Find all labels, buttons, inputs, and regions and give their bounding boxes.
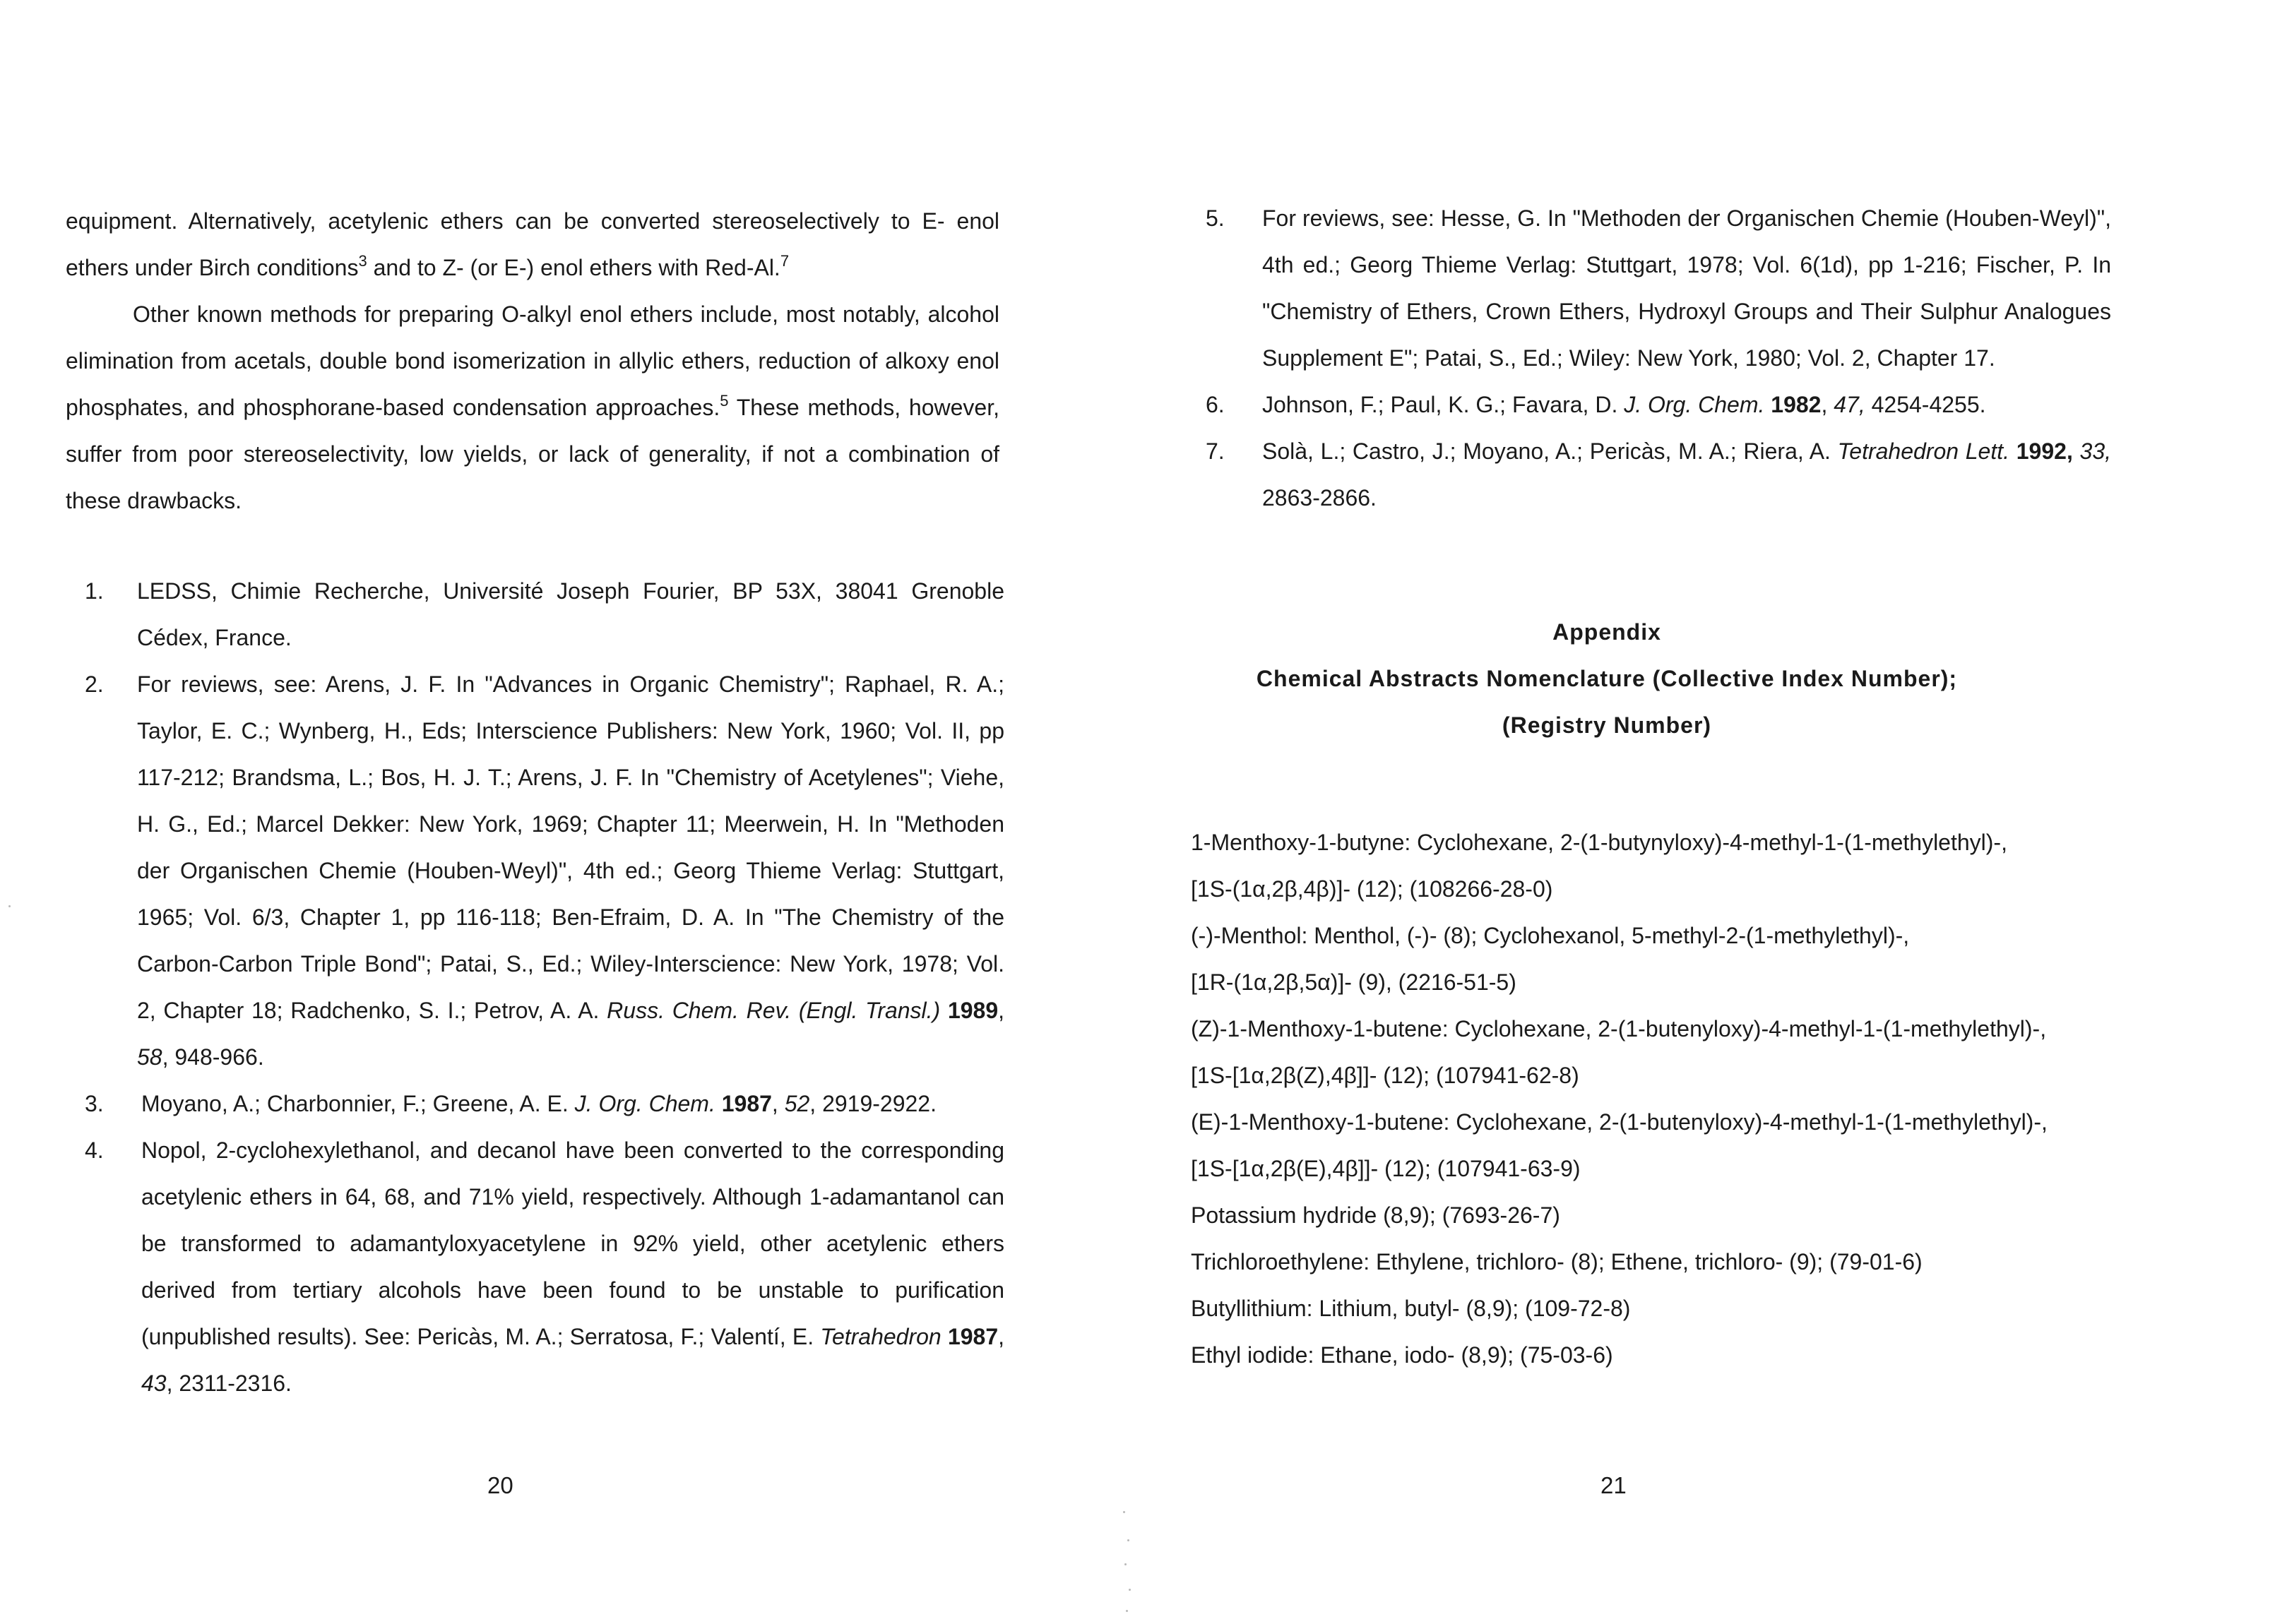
reference-list-right [1206, 195, 2111, 521]
journal-volume: 58 [137, 1044, 162, 1070]
left-page [0, 0, 1130, 1624]
journal-year: 1987 [947, 1324, 999, 1349]
appendix-subtitle-line-1: Chemical Abstracts Nomenclature (Collective Index Number); [1256, 666, 1958, 691]
cas-entry-line: [1S-(1α,2β,4β)]- (12); (108266-28-0) [1191, 876, 1553, 902]
cas-entry-line: [1S-[1α,2β(E),4β]]- (12); (107941-63-9) [1191, 1156, 1581, 1181]
cas-entry-line: 1-Menthoxy-1-butyne: Cyclohexane, 2-(1-butynyloxy)-4-methyl-1-(1-methylethyl)-, [1191, 830, 2007, 855]
journal-pages: , 2919-2922. [809, 1091, 937, 1116]
journal-year: 1987 [721, 1091, 772, 1116]
journal-name: Tetrahedron [820, 1324, 942, 1349]
paragraph-2-text: Other known methods for preparing O-alkyl enol ethers include, most notably, alcohol elimination from acetals, double bond isomerization in allylic ethers, reduction of alkoxy enol phosphates, and phosphorane-based condensation approaches. [66, 301, 999, 420]
reference-item [85, 1127, 1004, 1407]
reference-text: Nopol, 2-cyclohexylethanol, and decanol have been converted to the corresponding acetylenic ethers in 64, 68, and 71% yield, respectively. Although 1-adamantanol can be transformed to adamantyloxyacetylene in 92% yield, other acetylenic ethers derived from tertiary alcohols have been found to be unstable to purification (unpublished results). See: Pericàs, M. A.; Serratosa, F.; Valentí, E. Tetrahedron 1987, 43, 2311-2316. [141, 1138, 1005, 1396]
journal-name: Russ. Chem. Rev. (Engl. Transl.) [607, 998, 941, 1023]
journal-pages: , 948-966. [162, 1044, 264, 1070]
appendix-subtitle-line-2: (Registry Number) [1502, 712, 1712, 738]
intro-line-2a: enol ethers under Birch conditions [66, 208, 1000, 280]
footnote-ref-3: 3 [358, 252, 367, 270]
cas-entry-line: Butyllithium: Lithium, butyl- (8,9); (109-72-8) [1191, 1296, 1631, 1321]
reference-text: For reviews, see: Hesse, G. In "Methoden der Organischen Chemie (Houben-Weyl)", 4th ed.; Georg Thieme Verlag: Stuttgart, 1978; Vol. 6(1d), pp 1-216; Fischer, P. In "Chemistry of Ethers, Crown Ethers, Hydroxyl Groups and Their Sulphur Analogues Supplement E"; Patai, S., Ed.; Wiley: New York, 1980; Vol. 2, Chapter 17. [1262, 205, 2111, 371]
cas-entry-line: (E)-1-Menthoxy-1-butene: Cyclohexane, 2-(1-butenyloxy)-4-methyl-1-(1-methylethyl)-, [1191, 1109, 2048, 1135]
cas-entry-line: (-)-Menthol: Menthol, (-)- (8); Cyclohexanol, 5-methyl-2-(1-methylethyl)-, [1191, 923, 1910, 948]
appendix-title: Appendix [1552, 619, 1661, 645]
journal-year: 1992, [2016, 438, 2073, 464]
reference-text [1262, 428, 2111, 521]
journal-name: Tetrahedron Lett. [1837, 438, 2010, 464]
cas-entry-line: Ethyl iodide: Ethane, iodo- (8,9); (75-03-6) [1191, 1342, 1613, 1368]
reference-item [1206, 428, 2111, 521]
intro-line-1: equipment. Alternatively, acetylenic ethers can be converted stereoselectively to E- [66, 208, 945, 234]
journal-pages: 4254-4255. [1865, 392, 1986, 417]
reference-body: Johnson, F.; Paul, K. G.; Favara, D. [1262, 392, 1624, 417]
reference-text: Johnson, F.; Paul, K. G.; Favara, D. J. Org. Chem. 1982, 47, 4254-4255. [1262, 392, 1986, 417]
reference-item [85, 1080, 1004, 1127]
reference-text: For reviews, see: Arens, J. F. In "Advances in Organic Chemistry"; Raphael, R. A.; Taylor, E. C.; Wynberg, H., Eds; Interscience Publishers: New York, 1960; Vol. II, pp 117-212; Brandsma, L.; Bos, H. J. T.; Arens, J. F. In "Chemistry of Acetylenes"; Viehe, H. G., Ed.; Marcel Dekker: New York, 1969; Chapter 11; Meerwein, H. In "Methoden der Organischen Chemie (Houben-Weyl)", 4th ed.; Georg Thieme Verlag: Stuttgart, 1965; Vol. 6/3, Chapter 1, pp 116-118; Ben-Efraim, D. A. In "The Chemistry of the Carbon-Carbon Triple Bond"; Patai, S., Ed.; Wiley-Interscience: New York, 1978; Vol. 2, Chapter 18; Radchenko, S. I.; Petrov, A. A. Russ. Chem. Rev. (Engl. Transl.) 1989, 58, 948-966. [137, 671, 1005, 1070]
journal-volume: 33, [2079, 438, 2112, 464]
intro-paragraph [66, 198, 999, 291]
reference-number: 4. [85, 1138, 104, 1163]
reference-body: Nopol, 2-cyclohexylethanol, and decanol have been converted to the corresponding acetylenic ethers in 64, 68, and 71% yield, respectively. Although 1-adamantanol can be transformed to adamantyloxyacetylene in 92% yield, other acetylenic ethers derived from tertiary alcohols have been found to be unstable to purification (unpublished results). See: Pericàs, M. A.; Serratosa, F.; Valentí, E. [141, 1138, 1004, 1349]
journal-year: 1982 [1771, 392, 1822, 417]
cas-entry-line: Trichloroethylene: Ethylene, trichloro- (8); Ethene, trichloro- (9); (79-01-6) [1191, 1249, 1923, 1274]
intro-line-2b: and to Z- (or E-) enol ethers with Red-Al. [367, 255, 780, 280]
reference-list-left [85, 568, 1004, 1407]
paragraph-2-tail: These methods, however, suffer from poor stereoselectivity, low yields, or lack of generality, if not a combination of these drawbacks. [66, 395, 1000, 513]
reference-text: LEDSS, Chimie Recherche, Université Joseph Fourier, BP 53X, 38041 Grenoble Cédex, France. [137, 578, 1004, 650]
reference-number: 7. [1206, 438, 1225, 464]
journal-pages: 2863-2866. [1262, 485, 1377, 511]
reference-number: 3. [85, 1091, 104, 1116]
cas-entry-line: (Z)-1-Menthoxy-1-butene: Cyclohexane, 2-(1-butenyloxy)-4-methyl-1-(1-methylethyl)-, [1191, 1016, 2047, 1041]
reference-number: 5. [1206, 205, 1225, 231]
reference-text: Moyano, A.; Charbonnier, F.; Greene, A. E. J. Org. Chem. 1987, 52, 2919-2922. [141, 1091, 937, 1116]
footnote-ref-7: 7 [780, 252, 790, 270]
reference-body: Solà, L.; Castro, J.; Moyano, A.; Pericàs, M. A.; Riera, A. [1262, 438, 1838, 464]
page-number-left: 20 [487, 1472, 513, 1498]
journal-pages: , 2311-2316. [166, 1371, 292, 1396]
journal-volume: 47, [1834, 392, 1865, 417]
footnote-ref-5: 5 [720, 392, 729, 410]
cas-nomenclature-list [1191, 819, 2166, 1378]
journal-name: J. Org. Chem. [1624, 392, 1765, 417]
reference-number: 2. [85, 671, 104, 697]
page-number-right: 21 [1600, 1472, 1627, 1498]
reference-item [85, 568, 1004, 661]
cas-entry-line: Potassium hydride (8,9); (7693-26-7) [1191, 1202, 1560, 1228]
cas-entry-line: [1S-[1α,2β(Z),4β]]- (12); (107941-62-8) [1191, 1063, 1579, 1088]
journal-year: 1989 [947, 998, 999, 1023]
journal-volume: 52 [784, 1091, 810, 1116]
right-page [1137, 0, 2275, 1624]
reference-item [1206, 381, 2111, 428]
reference-item [85, 661, 1004, 1080]
journal-name: J. Org. Chem. [574, 1091, 715, 1116]
reference-body: Moyano, A.; Charbonnier, F.; Greene, A. E. [141, 1091, 575, 1116]
reference-item [1206, 195, 2111, 381]
reference-body: For reviews, see: Arens, J. F. In "Advances in Organic Chemistry"; Raphael, R. A.; Taylor, E. C.; Wynberg, H., Eds; Interscience Publishers: New York, 1960; Vol. II, pp 117-212; Brandsma, L.; Bos, H. J. T.; Arens, J. F. In "Chemistry of Acetylenes"; Viehe, H. G., Ed.; Marcel Dekker: New York, 1969; Chapter 11; Meerwein, H. In "Methoden der Organischen Chemie (Houben-Weyl)", 4th ed.; Georg Thieme Verlag: Stuttgart, 1965; Vol. 6/3, Chapter 1, pp 116-118; Ben-Efraim, D. A. In "The Chemistry of the Carbon-Carbon Triple Bond"; Patai, S., Ed.; Wiley-Interscience: New York, 1978; Vol. 2, Chapter 18; Radchenko, S. I.; Petrov, A. A. [137, 671, 1004, 1023]
paragraph-2 [66, 291, 999, 524]
journal-volume: 43 [141, 1371, 167, 1396]
reference-number: 6. [1206, 392, 1225, 417]
cas-entry-line: [1R-(1α,2β,5α)]- (9), (2216-51-5) [1191, 969, 1516, 995]
reference-number: 1. [85, 578, 104, 604]
